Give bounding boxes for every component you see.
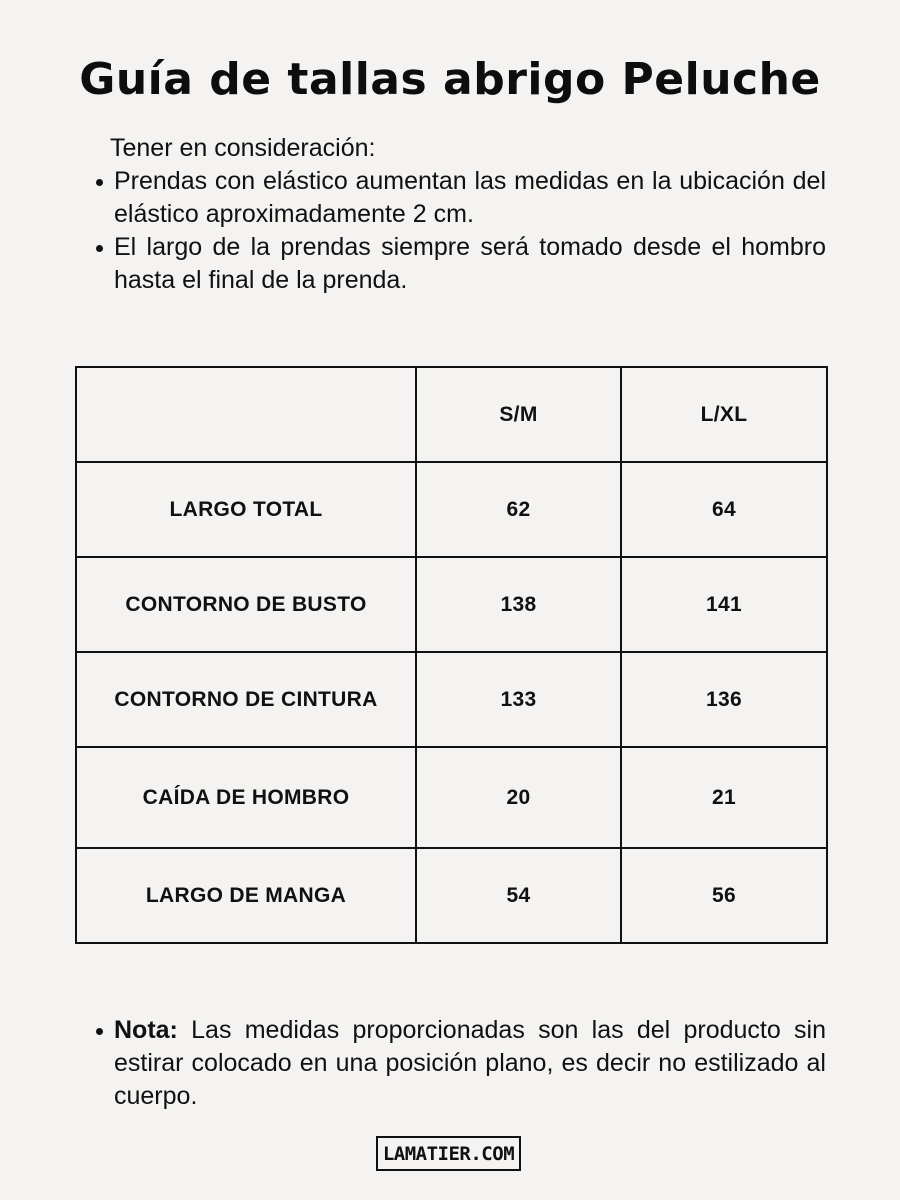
header-cell-sm: S/M [416, 367, 621, 462]
note-section [92, 1014, 826, 1113]
cell-sm: 54 [416, 848, 621, 943]
table-row [76, 848, 827, 943]
cell-sm: 62 [416, 462, 621, 557]
considerations-heading: Tener en consideración: [110, 134, 376, 162]
row-label: CONTORNO DE BUSTO [76, 557, 416, 652]
cell-sm: 133 [416, 652, 621, 747]
size-table [75, 366, 828, 944]
note-list [92, 1014, 826, 1113]
note-item [92, 1014, 826, 1113]
table-row [76, 652, 827, 747]
header-cell-lxl: L/XL [621, 367, 827, 462]
row-label: LARGO DE MANGA [76, 848, 416, 943]
note-label: Nota: [114, 1016, 178, 1044]
table-row [76, 747, 827, 848]
row-label: CONTORNO DE CINTURA [76, 652, 416, 747]
table-row [76, 557, 827, 652]
website-badge: LAMATIER.COM [376, 1136, 521, 1171]
page-title: Guía de tallas abrigo Peluche [79, 54, 821, 105]
note-text: Las medidas proporcionadas son las del producto sin estirar colocado en una posición plano, es decir no estilizado al cuerpo. [114, 1016, 826, 1110]
considerations-section [92, 132, 826, 297]
cell-sm: 138 [416, 557, 621, 652]
table-row [76, 462, 827, 557]
cell-sm: 20 [416, 747, 621, 848]
list-item: El largo de la prendas siempre será tomado desde el hombro hasta el final de la prenda. [92, 231, 826, 297]
header-cell-empty [76, 367, 416, 462]
cell-lxl: 21 [621, 747, 827, 848]
row-label: CAÍDA DE HOMBRO [76, 747, 416, 848]
list-item: Prendas con elástico aumentan las medidas en la ubicación del elástico aproximadamente 2 cm. [92, 165, 826, 231]
table-header-row [76, 367, 827, 462]
cell-lxl: 141 [621, 557, 827, 652]
row-label: LARGO TOTAL [76, 462, 416, 557]
cell-lxl: 136 [621, 652, 827, 747]
cell-lxl: 64 [621, 462, 827, 557]
considerations-list [92, 165, 826, 297]
cell-lxl: 56 [621, 848, 827, 943]
